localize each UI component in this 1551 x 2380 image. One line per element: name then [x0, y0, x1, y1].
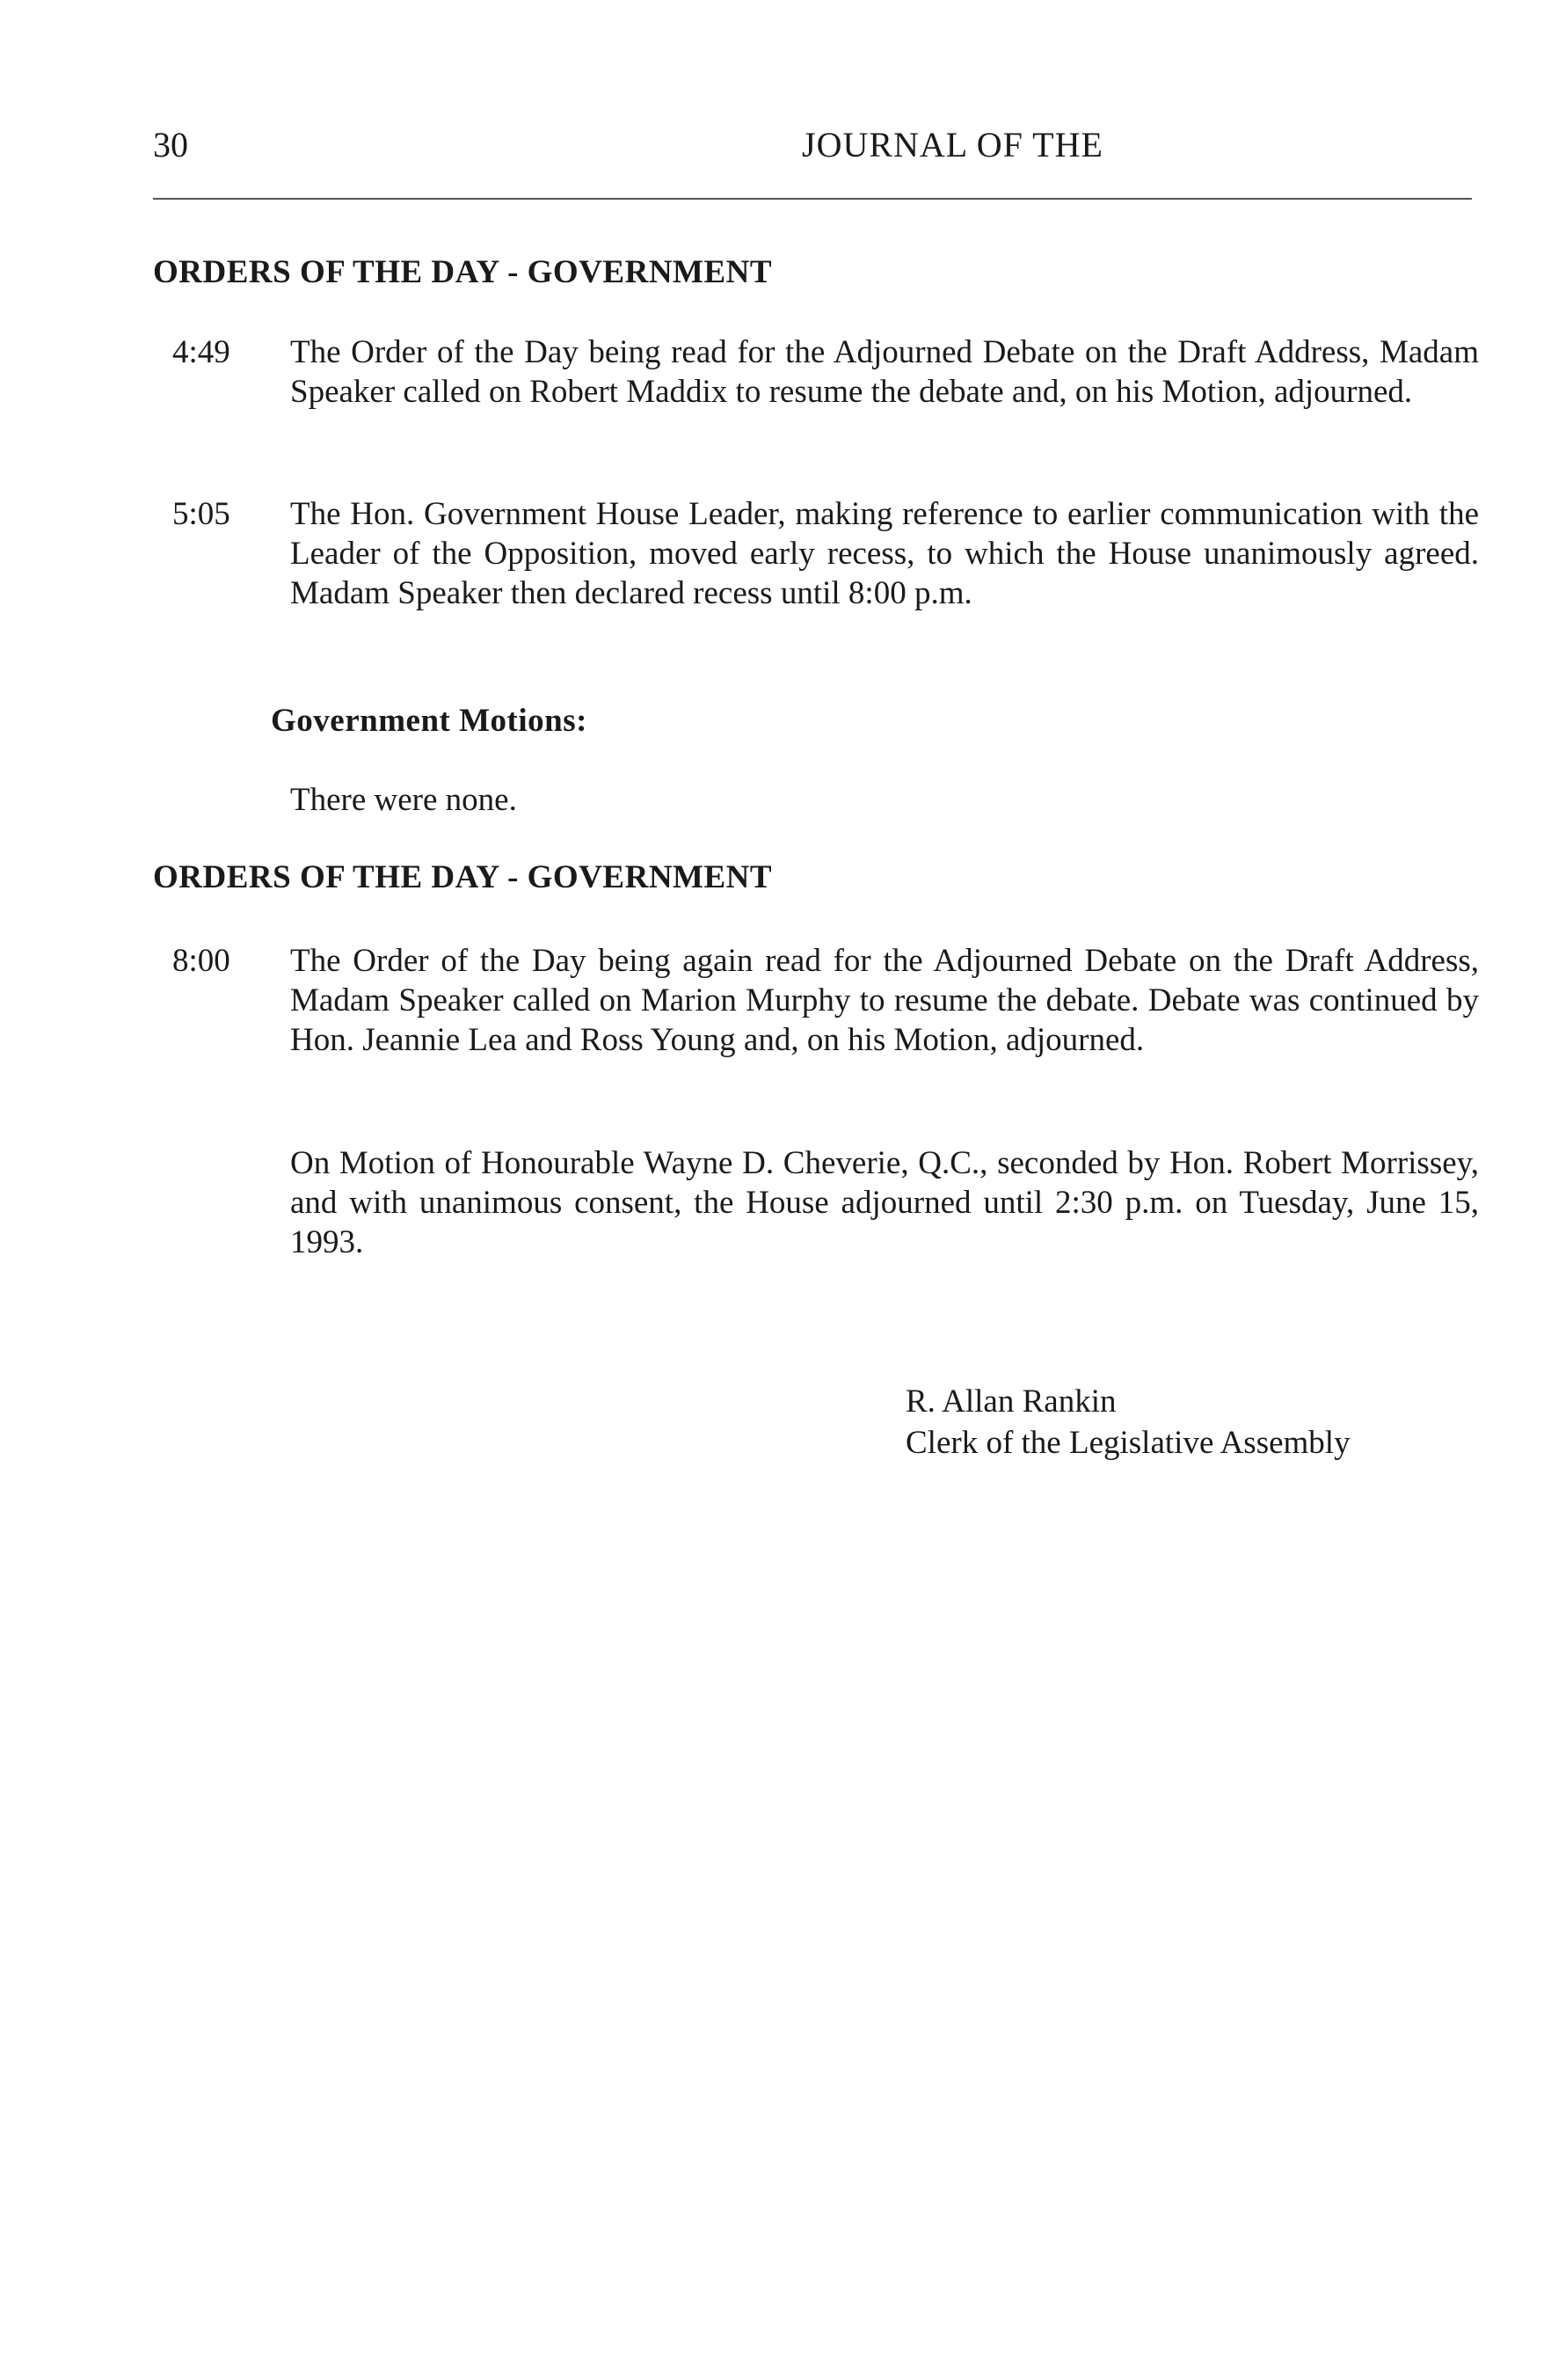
signature-title: Clerk of the Legislative Assembly [906, 1425, 1351, 1461]
page-header [153, 123, 1472, 167]
running-head: JOURNAL OF THE [802, 125, 1103, 164]
entry-time: 5:05 [172, 496, 230, 532]
entry-time: 4:49 [172, 334, 230, 370]
entry-text: The Order of the Day being read for the Adjourned Debate on the Draft Address, Madam Speaker called on Robert Maddix to resume the debate and, on his Motion, adjourned. [290, 334, 1479, 410]
entry-text: The Order of the Day being again read for the Adjourned Debate on the Draft Address, Madam Speaker called on Marion Murphy to resume the debate. Debate was continued by Hon. Jeannie Lea and Ross Young and, on his Motion, adjourned. [290, 943, 1479, 1058]
signature-block [906, 1381, 1351, 1464]
section-heading: ORDERS OF THE DAY - GOVERNMENT [153, 859, 773, 895]
entry-time: 8:00 [172, 943, 230, 979]
subheading-text: There were none. [290, 782, 517, 818]
closing-text: On Motion of Honourable Wayne D. Cheverie, Q.C., seconded by Hon. Robert Morrissey, and with unanimous consent, the House adjourned until 2:30 p.m. on Tuesday, June 15, 1993. [290, 1145, 1479, 1260]
signature-name: R. Allan Rankin [906, 1383, 1117, 1420]
page-number: 30 [153, 125, 188, 164]
entry-text: The Hon. Government House Leader, making reference to earlier communication with the Leader of the Opposition, moved early recess, to which the House unanimously agreed. Madam Speaker then declared recess until 8:00 p.m. [290, 496, 1479, 611]
header-rule [153, 198, 1472, 200]
subheading: Government Motions: [271, 703, 587, 739]
section-heading: ORDERS OF THE DAY - GOVERNMENT [153, 254, 773, 290]
